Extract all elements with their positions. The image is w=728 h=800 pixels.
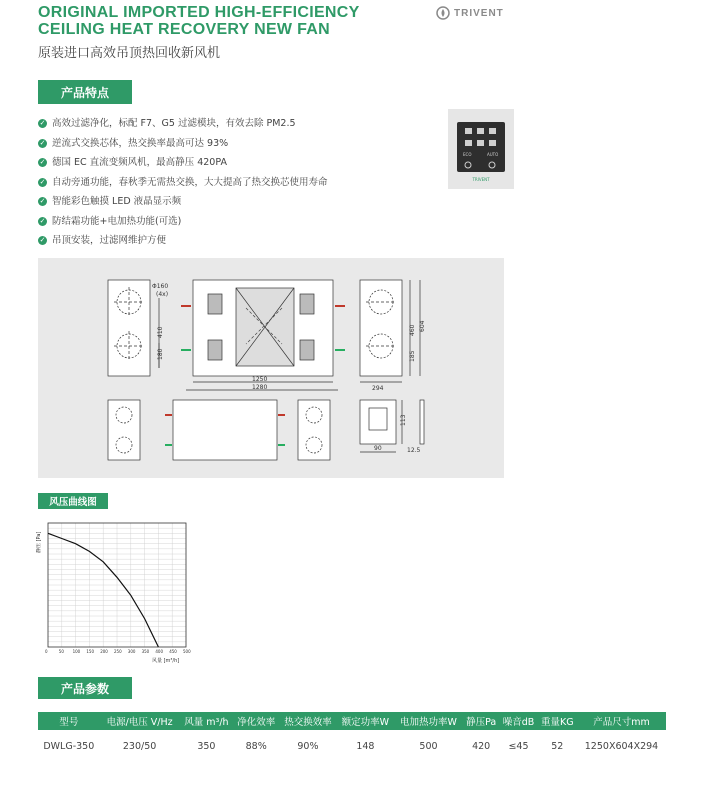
table-cell: 1250X604X294 [584, 740, 659, 752]
table-cell: 148 [356, 740, 375, 752]
column-header: 风量 m³/h [180, 712, 234, 730]
check-icon: ✓ [39, 119, 46, 128]
list-item [38, 173, 328, 193]
table-cell: 420 [472, 740, 491, 752]
x-tick-label: 50 [58, 649, 64, 654]
table-cell: 52 [551, 740, 564, 752]
eco-label: ECO [463, 152, 472, 157]
x-tick-label: 200 [100, 649, 108, 654]
check-icon: ✓ [39, 197, 46, 206]
controller-brand: TRIVENT [472, 177, 490, 182]
chart-x-label: 风量 [m³/h] [152, 658, 180, 664]
features-heading: 产品特点 [38, 80, 132, 104]
feature-text: 自动旁通功能，春秋季无需热交换，大大提高了热交换芯使用寿命 [52, 176, 328, 188]
table-cell: 230/50 [122, 740, 157, 752]
dim-diameter: Φ160 [152, 283, 169, 290]
main-section-view [186, 280, 338, 390]
list-item [38, 192, 328, 212]
dim-185: 185 [409, 350, 416, 362]
table-cell: 88% [245, 740, 267, 752]
dim-12-5: 12.5 [407, 447, 421, 454]
table-cell: ≤45 [508, 740, 529, 752]
controller-panel-image [448, 109, 514, 189]
column-header: 静压Pa [463, 712, 499, 730]
x-tick-label: 0 [45, 649, 48, 654]
column-header: 电加热功率W [394, 712, 463, 730]
title-line-1: ORIGINAL IMPORTED HIGH-EFFICIENCY [38, 4, 360, 21]
feature-text: 智能彩色触摸 LED 液晶显示频 [52, 196, 182, 207]
controller-buttons-icon [457, 122, 505, 172]
feature-text: 逆流式交换芯体，热交换率最高可达 93% [52, 137, 229, 149]
column-header: 产品尺寸mm [577, 712, 666, 730]
list-item [38, 114, 328, 134]
feature-text: 高效过滤净化，标配 F7、G5 过滤模块，有效去除 PM2.5 [52, 118, 296, 129]
dim-180: 180 [157, 348, 164, 360]
x-tick-label: 450 [169, 649, 177, 654]
auto-label: AUTO [487, 152, 499, 157]
feature-text: 防结霜功能+电加热功能(可选) [52, 215, 182, 227]
dim-count: (4x) [156, 291, 169, 298]
bottom-view-right [298, 400, 330, 460]
side-view-left [108, 280, 159, 376]
title-line-2: CEILING HEAT RECOVERY NEW FAN [38, 21, 330, 38]
column-header: 热交换效率 [279, 712, 337, 730]
brand-name: TRIVENT [454, 7, 504, 19]
check-icon: ✓ [39, 158, 46, 167]
table-cell: DWLG-350 [43, 740, 95, 752]
dim-1280: 1280 [252, 384, 268, 391]
brand-icon [436, 6, 450, 20]
x-tick-label: 300 [127, 649, 136, 654]
check-icon: ✓ [39, 138, 46, 147]
column-header: 型号 [38, 712, 100, 730]
table-row [38, 730, 666, 762]
technical-drawing [38, 258, 504, 478]
x-tick-label: 100 [72, 649, 81, 654]
dim-1250: 1250 [252, 376, 268, 383]
dim-410: 410 [157, 326, 164, 338]
list-item [38, 134, 328, 154]
table-cell: 500 [419, 740, 438, 752]
column-header: 噪音dB [499, 712, 537, 730]
check-icon: ✓ [39, 177, 46, 186]
brand-logo [436, 6, 504, 20]
feature-text: 吊顶安装，过滤网维护方便 [52, 235, 167, 246]
page-title [38, 4, 360, 38]
column-header: 额定功率W [337, 712, 394, 730]
params-table [38, 712, 666, 762]
controller-drawing [360, 400, 424, 452]
chart-y-label: 静压 [Pa] [36, 531, 42, 553]
dim-113: 113 [400, 414, 407, 426]
top-view [165, 400, 285, 460]
dim-604: 604 [419, 320, 426, 332]
check-icon: ✓ [39, 236, 46, 245]
table-cell: 90% [297, 740, 319, 752]
controller-screen [457, 122, 505, 172]
column-header: 重量KG [538, 712, 577, 730]
bottom-view-left [108, 400, 140, 460]
table-cell: 350 [197, 740, 216, 752]
x-tick-label: 500 [183, 649, 191, 654]
dim-90: 90 [374, 445, 382, 452]
list-item [38, 231, 328, 251]
list-item [38, 212, 328, 232]
x-tick-label: 350 [141, 649, 150, 654]
fan-curve-chart [36, 513, 206, 665]
params-heading: 产品参数 [38, 677, 132, 699]
check-icon: ✓ [39, 216, 46, 225]
x-tick-label: 250 [114, 649, 122, 654]
table-header-row [38, 712, 666, 730]
feature-text: 德国 EC 直流变频风机，最高静压 420PA [52, 157, 227, 168]
x-tick-label: 400 [155, 649, 164, 654]
curve-heading: 风压曲线图 [38, 493, 108, 509]
column-header: 净化效率 [233, 712, 279, 730]
x-tick-label: 150 [86, 649, 95, 654]
column-header: 电源/电压 V/Hz [100, 712, 180, 730]
dim-294: 294 [372, 385, 384, 392]
feature-list [38, 114, 328, 251]
dim-460: 460 [409, 324, 416, 336]
list-item [38, 153, 328, 173]
page-subtitle: 原装进口高效吊顶热回收新风机 [38, 46, 221, 61]
